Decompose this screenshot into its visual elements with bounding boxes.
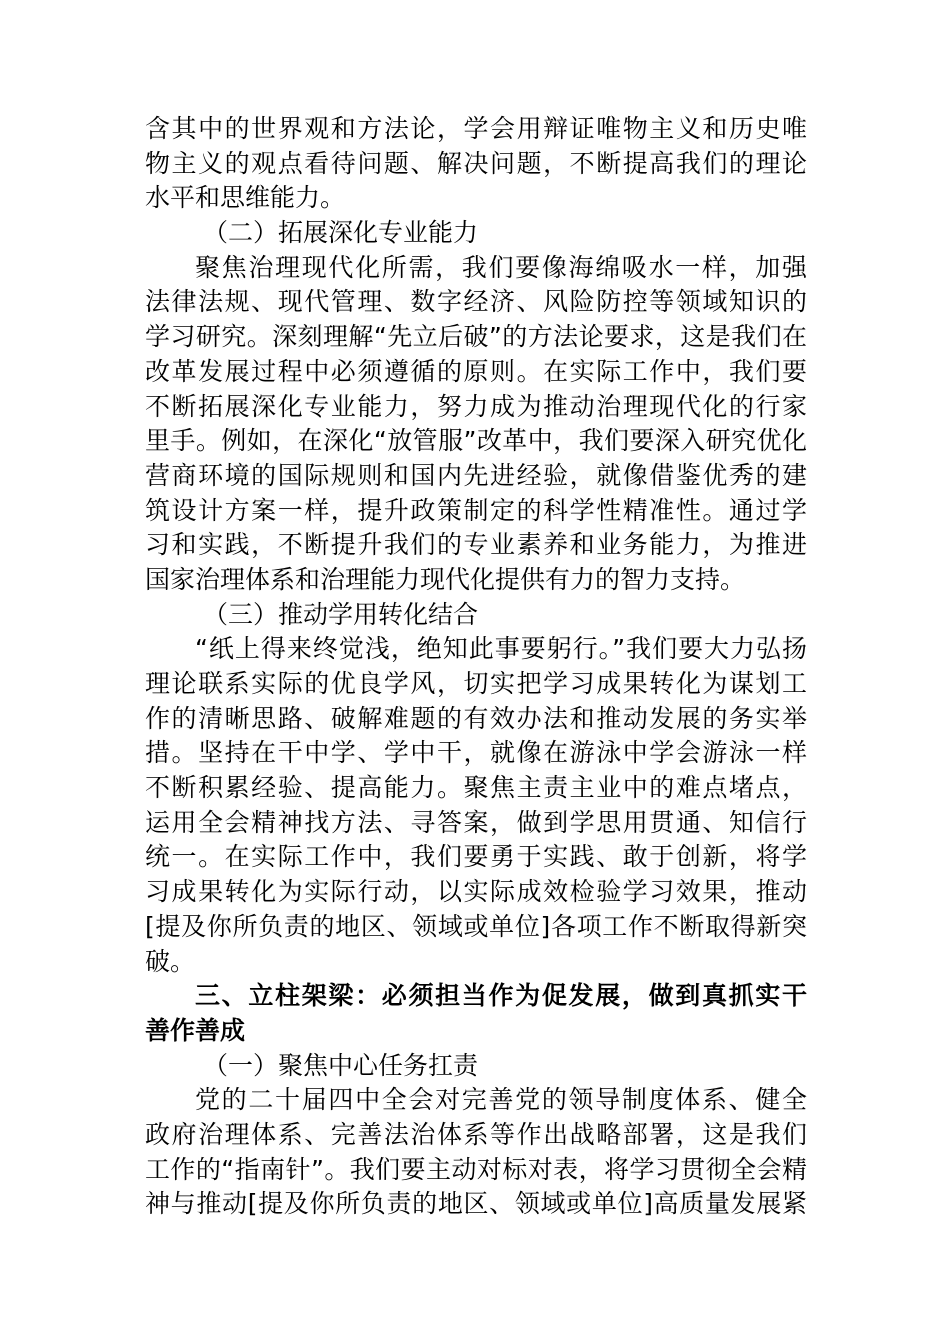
paragraph-body [145,632,807,979]
text-line: 运用全会精神找方法、寻答案，做到学思用贯通、知信行 [145,807,807,837]
text-line: [提及你所负责的地区、领域或单位]各项工作不断取得新突 [145,911,807,941]
text-line: 营商环境的国际规则和国内先进经验，就像借鉴优秀的建 [145,460,807,490]
text-line: 法律法规、现代管理、数字经济、风险防控等领域知识的 [145,287,807,317]
subheading-2 [145,216,807,251]
text-line: 改革发展过程中必须遵循的原则。在实际工作中，我们要 [145,356,807,386]
text-line: 统一。在实际工作中，我们要勇于实践、敢于创新，将学 [145,842,807,872]
text-line: 水平和思维能力。 [145,183,346,213]
text-line: 筑设计方案一样，提升政策制定的科学性精准性。通过学 [145,495,807,525]
text-line: 作的清晰思路、破解难题的有效办法和推动发展的务实举 [145,703,807,733]
paragraph-body [145,1083,807,1222]
text-line: 神与推动[提及你所负责的地区、领域或单位]高质量发展紧 [145,1189,807,1219]
subheading-text: （三）推动学用转化结合 [203,599,479,629]
text-line: 理论联系实际的优良学风，切实把学习成果转化为谋划工 [145,669,807,698]
text-line: 破。 [145,946,196,976]
subheading-3 [145,598,807,633]
text-line: 国家治理体系和治理能力现代化提供有力的智力支持。 [145,564,746,594]
text-line: 习成果转化为实际行动，以实际成效检验学习效果，推动 [145,877,807,907]
heading-text: 善作善成 [145,1015,246,1045]
text-line: 里手。例如，在深化“放管服”改革中，我们要深入研究优化 [145,426,807,456]
document-page [145,112,807,1222]
text-line: 学习研究。深刻理解“先立后破”的方法论要求，这是我们在 [145,322,807,352]
text-line: 不断积累经验、提高能力。聚焦主责主业中的难点堵点， [145,773,807,803]
subheading-1 [145,1049,807,1084]
text-line: 党的二十届四中全会对完善党的领导制度体系、健全 [195,1085,807,1115]
subheading-text: （一）聚焦中心任务扛责 [203,1050,479,1080]
paragraph-body [145,251,807,598]
text-line: 措。坚持在干中学、学中干，就像在游泳中学会游泳一样 [145,738,807,768]
section-heading [145,979,807,1048]
heading-text: 三、立柱架梁：必须担当作为促发展，做到真抓实干 [195,981,807,1011]
paragraph-continued [145,112,807,216]
subheading-text: （二）拓展深化专业能力 [203,218,479,248]
text-line: 工作的“指南针”。我们要主动对标对表，将学习贯彻全会精 [145,1154,807,1184]
text-line: 物主义的观点看待问题、解决问题，不断提高我们的理论 [145,148,807,178]
text-line: 聚焦治理现代化所需，我们要像海绵吸水一样，加强 [195,252,807,282]
text-line: 不断拓展深化专业能力，努力成为推动治理现代化的行家 [145,391,807,421]
text-line: 含其中的世界观和方法论，学会用辩证唯物主义和历史唯 [145,114,807,143]
text-line: “纸上得来终觉浅，绝知此事要躬行。”我们要大力弘扬 [195,634,807,664]
text-line: 习和实践，不断提升我们的专业素养和业务能力，为推进 [145,530,807,560]
text-line: 政府治理体系、完善法治体系等作出战略部署，这是我们 [145,1119,807,1149]
